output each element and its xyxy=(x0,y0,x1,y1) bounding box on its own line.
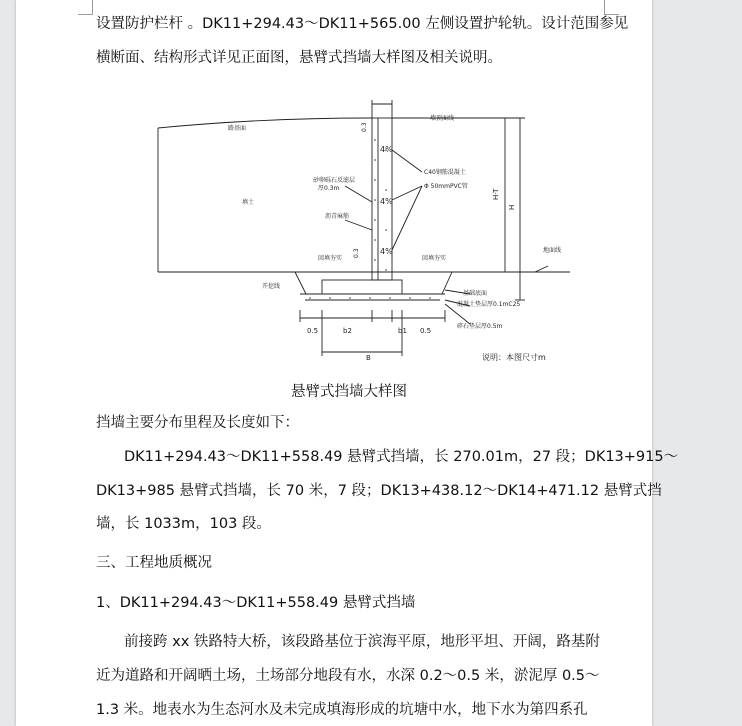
fill-label: 墙顶面线 xyxy=(430,115,455,122)
dim-top: 0.3 xyxy=(361,122,368,132)
dim-b-right: 0.5 xyxy=(420,327,432,335)
paragraph-line: 前接跨 xx 铁路特大桥，该段路基位于滨海平原，地形平坦、开阔，路基附 xyxy=(124,634,600,650)
paragraph-line: 墙，长 1033m，103 段。 xyxy=(96,516,271,532)
pvc-label: Φ 50mmPVC管 xyxy=(424,183,468,190)
dim-h: H xyxy=(508,204,516,210)
gravel-cushion-label: 碎石垫层厚0.5m xyxy=(457,323,503,330)
dim-b2: b2 xyxy=(343,327,352,335)
road-label: 路基面 xyxy=(228,125,247,132)
paragraph-line: 横断面、结构形式详见正面图，悬臂式挡墙大样图及相关说明。 xyxy=(96,50,502,66)
paragraph-line: DK13+985 悬臂式挡墙，长 70 米，7 段；DK13+438.12～DK14+471.12 悬臂式挡 xyxy=(96,483,662,499)
backfill-left-label: 回填夯实 xyxy=(318,255,343,262)
dim-b1: b1 xyxy=(398,327,407,335)
concrete-label: C40钢筋混凝土 xyxy=(424,169,466,176)
cushion-label: 混凝土垫层厚0.1mC25 xyxy=(457,301,521,308)
paragraph-line: DK11+294.43～DK11+558.49 悬臂式挡墙，长 270.01m，27 段；DK13+915～ xyxy=(124,449,679,465)
base-label: 基础底面 xyxy=(463,290,488,297)
paragraph-line: 设置防护栏杆 。DK11+294.43～DK11+565.00 左侧设置护轮轨。设计范围参见 xyxy=(96,16,629,32)
paragraph-line: 近为道路和开阔晒土场，土场部分地段有水，水深 0.2～0.5 米，淤泥厚 0.5～ xyxy=(96,668,600,684)
gravel-label: 砂卵砾石反滤层 xyxy=(313,177,356,184)
drain-label: 沥青麻筋 xyxy=(325,213,350,220)
soil-label: 填土 xyxy=(242,199,255,206)
ground-label: 地面线 xyxy=(543,247,562,254)
retaining-wall-drawing xyxy=(0,90,742,460)
paragraph-line: 1.3 米。地表水为生态河水及未完成填海形成的坑塘中水，地下水为第四系孔 xyxy=(96,702,588,718)
slope-1: 4% xyxy=(380,145,393,154)
dim-side: 0.3 xyxy=(353,248,360,258)
excavation-label: 开挖线 xyxy=(262,283,281,290)
crop-mark-top-right xyxy=(604,0,619,15)
subsection-heading: 1、DK11+294.43～DK11+558.49 悬臂式挡墙 xyxy=(96,595,416,611)
paragraph-line: 挡墙主要分布里程及长度如下： xyxy=(96,415,299,431)
figure-caption: 悬臂式挡墙大样图 xyxy=(291,384,407,400)
unit-note: 说明：本图尺寸m xyxy=(482,353,546,362)
slope-3: 4% xyxy=(380,247,393,256)
gravel-thickness-label: 厚0.3m xyxy=(318,185,340,192)
dim-b-left: 0.5 xyxy=(307,327,319,335)
dim-h-t: H-T xyxy=(492,188,500,200)
crop-mark-top-left xyxy=(78,0,93,15)
backfill-right-label: 回填夯实 xyxy=(422,255,447,262)
section-heading: 三、工程地质概况 xyxy=(96,555,212,571)
slope-2: 4% xyxy=(380,197,393,206)
dim-b: B xyxy=(366,354,371,362)
